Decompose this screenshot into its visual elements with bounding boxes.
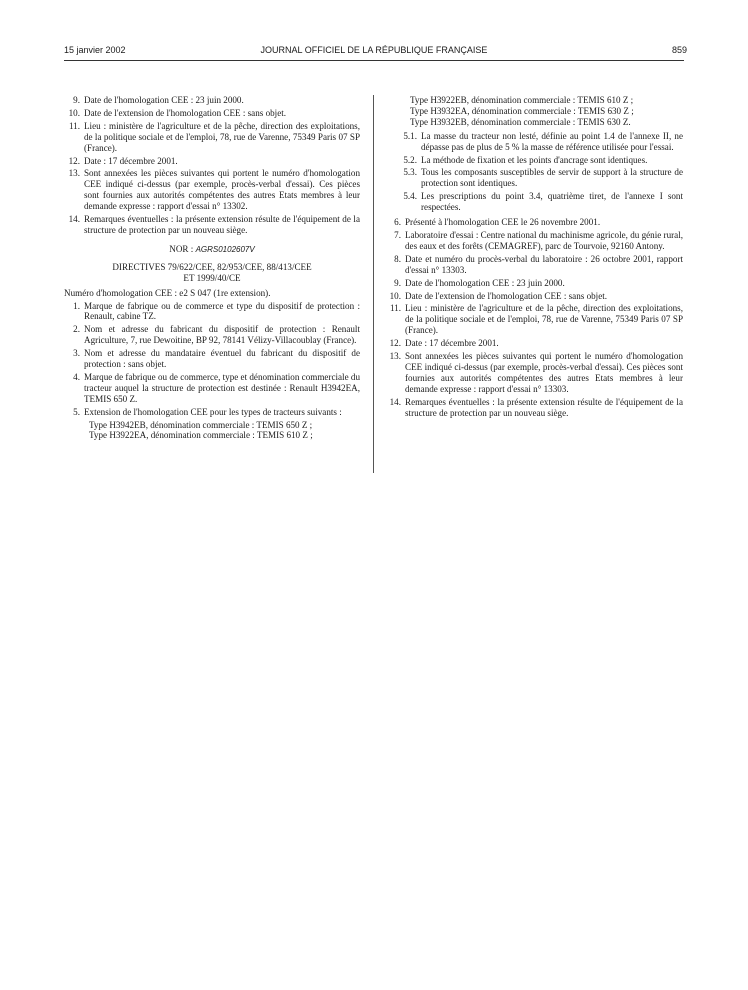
numbered-item: [64, 108, 360, 119]
item-text: Date de l'homologation CEE : 23 juin 2000.: [84, 95, 244, 105]
item-number: 5.: [73, 406, 80, 417]
item-number: 13.: [389, 351, 401, 362]
numbered-item: [64, 95, 360, 106]
item-text: Date : 17 décembre 2001.: [84, 155, 178, 166]
item-text: La masse du tracteur non lesté, définie au point 1.4 de l'annexe II, ne dépasse pas de plus de 5 % la masse de référence utilisée pour l'essai.: [421, 130, 683, 152]
item-number: 5.1.: [403, 130, 417, 141]
item-text: Remarques éventuelles : la présente extension résulte de l'équipement de la structure de protection par un nouveau siège.: [84, 214, 360, 235]
numbered-item: [385, 230, 683, 252]
item-number: 8.: [394, 253, 401, 264]
item-number: 3.: [73, 348, 80, 359]
item-number: 6.: [394, 217, 401, 228]
item-number: 10.: [68, 107, 80, 118]
item-number: 5.2.: [403, 154, 417, 165]
numbered-item: [64, 121, 360, 154]
item-text: Marque de fabrique ou de commerce et type du dispositif de protection : Renault, cabine TZ.: [84, 300, 360, 322]
item-text: Sont annexées les pièces suivantes qui portent le numéro d'homologation CEE indiqué ci-dessus (par exemple, procès-verbal d'essai). Ces pièces sont fournies aux autorités compétentes des autres Etats membres à leur demande expresse : rapport d'essai n° 13302.: [84, 168, 360, 212]
item-text: Date et numéro du procès-verbal du laboratoire : 26 octobre 2001, rapport d'essai n° 13303.: [405, 253, 683, 275]
item-number: 12.: [389, 338, 401, 349]
item-text: Date : 17 décembre 2001.: [405, 338, 499, 349]
numbered-item: [64, 301, 360, 323]
numbered-item: [64, 324, 360, 346]
numbered-item: [385, 217, 683, 228]
page-header: [64, 45, 687, 59]
item-text: Nom et adresse du mandataire éventuel du fabricant du dispositif de protection : sans objet.: [84, 348, 360, 370]
numbered-item: [385, 254, 683, 276]
item-number: 11.: [68, 120, 80, 131]
item-text: Sont annexées les pièces suivantes qui portent le numéro d'homologation CEE indiqué ci-dessus (par exemple, procès-verbal d'essai). Ces pièces sont fournies aux autorités compétentes des autres Etats membres à leur demande expresse : rapport d'essai n° 13303.: [405, 351, 683, 394]
item-number: 1.: [73, 300, 80, 311]
issue-date: 15 janvier 2002: [64, 45, 126, 55]
sub-item: [395, 131, 683, 153]
numbered-item: [64, 407, 360, 418]
item-text: Les prescriptions du point 3.4, quatrième tiret, de l'annexe I sont respectées.: [421, 191, 683, 213]
item-number: 5.4.: [403, 191, 417, 202]
numbered-item: [385, 397, 683, 419]
item-number: 7.: [394, 229, 401, 240]
item-text: Lieu : ministère de l'agriculture et de la pêche, direction des exploitations, de la politique sociale et de l'emploi, 78, rue de Varenne, 75349 Paris 07 SP (France).: [405, 303, 683, 336]
sub-item: [395, 191, 683, 213]
left-column: [64, 95, 360, 441]
tractor-type-line: Type H3932EB, dénomination commerciale : TEMIS 630 Z.: [410, 116, 631, 127]
item-text: Présenté à l'homologation CEE le 26 novembre 2001.: [405, 217, 601, 228]
item-number: 9.: [73, 95, 80, 105]
directives-line-1: DIRECTIVES 79/622/CEE, 82/953/CEE, 88/413/CEE: [112, 261, 312, 272]
item-number: 11.: [389, 303, 401, 314]
item-text: Nom et adresse du fabricant du dispositif de protection : Renault Agriculture, 7, rue Dewoitine, BP 92, 78141 Vélizy-Villacoublay (France).: [84, 324, 360, 346]
item-text: Tous les composants susceptibles de servir de support à la structure de protection sont identiques.: [421, 167, 683, 189]
item-number: 5.3.: [403, 167, 417, 178]
item-number: 4.: [73, 371, 80, 382]
item-text: Date de l'extension de l'homologation CEE : sans objet.: [84, 107, 287, 118]
numbered-item: [64, 156, 360, 167]
numbered-item: [64, 214, 360, 236]
directives-line-2: ET 1999/40/CE: [183, 272, 241, 283]
header-rule: [64, 60, 684, 61]
nor-code: AGRS0102607V: [195, 244, 255, 254]
item-number: 2.: [73, 324, 80, 335]
item-text: Extension de l'homologation CEE pour les types de tracteurs suivants :: [84, 406, 342, 417]
item-number: 10.: [389, 290, 401, 301]
item-text: Laboratoire d'essai : Centre national du machinisme agricole, du génie rural, des eaux et des forêts (CEMAGREF), parc de Tourvoie, 92160 Antony.: [405, 229, 683, 251]
item-text: Lieu : ministère de l'agriculture et de la pêche, direction des exploitations, de la politique sociale et de l'emploi, 78, rue de Varenne, 75349 Paris 07 SP (France).: [84, 120, 360, 153]
item-number: 9.: [394, 277, 401, 288]
numbered-item: [385, 278, 683, 289]
numbered-item: [385, 338, 683, 349]
tractor-type-line: Type H3942EB, dénomination commerciale : TEMIS 650 Z ;: [89, 419, 313, 430]
page-number: 859: [671, 45, 687, 55]
item-text: Date de l'extension de l'homologation CEE : sans objet.: [405, 290, 608, 301]
item-number: 12.: [68, 155, 80, 166]
item-text: Marque de fabrique ou de commerce, type et dénomination commerciale du tracteur auquel la structure de protection est destinée : Renault H3942EA, TEMIS 650 Z.: [84, 371, 360, 404]
numbered-item: [385, 303, 683, 336]
column-divider: [373, 95, 374, 473]
item-text: La méthode de fixation et les points d'ancrage sont identiques.: [421, 154, 648, 165]
sub-item: [395, 155, 683, 166]
item-number: 14.: [68, 214, 80, 225]
journal-title: JOURNAL OFFICIEL DE LA RÉPUBLIQUE FRANÇAISE: [260, 45, 488, 55]
numbered-item: [385, 351, 683, 395]
nor-line: NOR : AGRS0102607V: [169, 243, 255, 254]
numbered-item: [385, 291, 683, 302]
item-text: Date de l'homologation CEE : 23 juin 2000.: [405, 277, 565, 288]
tractor-type-line: Type H3932EA, dénomination commerciale : TEMIS 630 Z ;: [410, 105, 634, 116]
item-number: 13.: [68, 168, 80, 179]
item-number: 14.: [389, 396, 401, 407]
numbered-item: [64, 168, 360, 212]
numbered-item: [64, 372, 360, 405]
tractor-type-line: Type H3922EA, dénomination commerciale : TEMIS 610 Z ;: [89, 430, 313, 441]
homologation-number: Numéro d'homologation CEE : e2 S 047 (1re extension).: [64, 287, 271, 298]
numbered-item: [64, 348, 360, 370]
tractor-type-line: Type H3922EB, dénomination commerciale : TEMIS 610 Z ;: [410, 95, 634, 105]
right-column: [385, 95, 683, 420]
sub-item: [395, 167, 683, 189]
item-text: Remarques éventuelles : la présente extension résulte de l'équipement de la structure de protection par un nouveau siège.: [405, 396, 683, 418]
